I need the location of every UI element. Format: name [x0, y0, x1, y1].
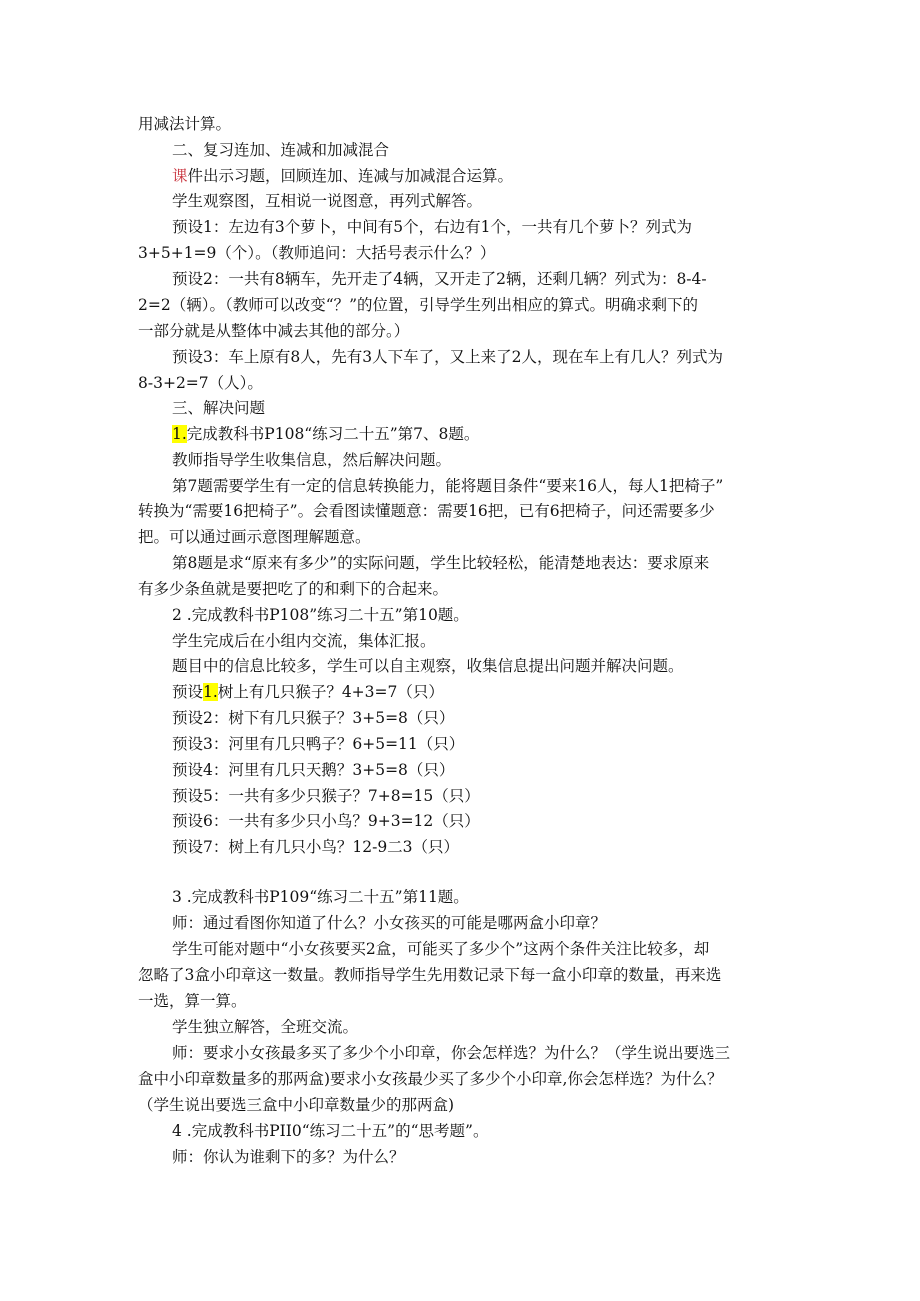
text-line [0, 320, 920, 342]
text-line [0, 707, 920, 729]
yellow-highlight: 1. [172, 425, 187, 443]
line-text: 学生观察图，互相说一说图意，再列式解答。 [172, 192, 483, 210]
line-text: 把。可以通过画示意图理解题意。 [138, 528, 371, 546]
text-line [0, 346, 920, 368]
line-text: 第8题是求“原来有多少”的实际问题，学生比较轻松，能清楚地表达：要求原来 [172, 554, 710, 572]
line-text: 盒中小印章数量多的那两盒)要求小女孩最少买了多少个小印章,你会怎样选？为什么？ [138, 1070, 723, 1088]
text-line [0, 165, 920, 187]
line-text: 预设7：树上有几只小鸟？12-9二3（只） [172, 838, 460, 856]
text-line [0, 526, 920, 548]
text-line [0, 938, 920, 960]
line-text: 3+5+1=9（个）。（教师追问：大括号表示什么？） [138, 244, 496, 262]
text-line [0, 216, 920, 238]
text-line [0, 759, 920, 781]
text-line [0, 1042, 920, 1064]
text-line [0, 1068, 920, 1090]
line-text: 预设2：树下有几只猴子？3+5=8（只） [172, 709, 455, 727]
line-text: 忽略了3盒小印章这一数量。教师指导学生先用数记录下每一盒小印章的数量，再来选 [138, 966, 722, 984]
line-text: 学生可能对题中“小女孩要买2盒，可能买了多少个”这两个条件关注比较多，却 [172, 940, 710, 958]
text-line [0, 964, 920, 986]
line-text: 学生独立解答，全班交流。 [172, 1018, 359, 1036]
line-text: 2=2（辆）。（教师可以改变“？”的位置，引导学生列出相应的算式。明确求剩下的 [138, 296, 699, 314]
text-line [0, 423, 920, 445]
line-text: 师：通过看图你知道了什么？小女孩买的可能是哪两盒小印章？ [172, 914, 607, 932]
text-line [0, 912, 920, 934]
line-text: 8-3+2=7（人）。 [138, 374, 263, 392]
text-line [0, 655, 920, 677]
text-line [0, 139, 920, 161]
text-line [0, 372, 920, 394]
text-line [0, 397, 920, 419]
line-text: 预设4：河里有几只天鹅？3+5=8（只） [172, 761, 455, 779]
line-text: 件出示习题，回顾连加、连减与加减混合运算。 [187, 167, 514, 185]
line-text: 树上有几只猴子？4+3=7（只） [217, 683, 444, 701]
text-line [0, 500, 920, 522]
line-text: 2 .完成教科书P108”练习二十五”第10题。 [172, 606, 469, 624]
text-line [0, 552, 920, 574]
line-text: 预设1：左边有3个萝卜，中间有5个，右边有1个，一共有几个萝卜？列式为 [172, 218, 692, 236]
text-line [0, 449, 920, 471]
line-text: 三、解决问题 [172, 399, 266, 417]
line-text: 第7题需要学生有一定的信息转换能力，能将题目条件“要来16人，每人1把椅子” [172, 477, 724, 495]
line-prefix: 预设 [172, 683, 204, 701]
text-line [0, 810, 920, 832]
line-text: 预设5：一共有多少只猴子？7+8=15（只） [172, 787, 480, 805]
line-text: 教师指导学生收集信息，然后解决问题。 [172, 451, 452, 469]
line-text: 4 .完成教科书PII0“练习二十五”的“思考题”。 [172, 1122, 489, 1140]
text-line [0, 836, 920, 858]
text-line [0, 990, 920, 1012]
line-text: 学生完成后在小组内交流，集体汇报。 [172, 632, 436, 650]
line-text: 预设2：一共有8辆车，先开走了4辆，又开走了2辆，还剩几辆？列式为：8-4- [172, 270, 707, 288]
line-text: 转换为“需要16把椅子”。会看图读懂题意：需要16把，已有6把椅子，问还需要多少 [138, 502, 715, 520]
text-line [0, 1016, 920, 1038]
line-text: 师：要求小女孩最多买了多少个小印章，你会怎样选？为什么？（学生说出要选三 [172, 1044, 731, 1062]
text-line [0, 578, 920, 600]
line-text: 一部分就是从整体中减去其他的部分。） [138, 322, 410, 340]
text-line [0, 242, 920, 264]
text-line [0, 1146, 920, 1168]
line-text: 有多少条鱼就是要把吃了的和剩下的合起来。 [138, 580, 449, 598]
text-line [0, 113, 920, 135]
text-line [0, 604, 920, 626]
line-text: 用减法计算。 [138, 115, 232, 133]
line-text: 预设3：车上原有8人，先有3人下车了，又上来了2人，现在车上有几人？列式为 [172, 348, 723, 366]
red-highlight: 课 [172, 167, 188, 185]
text-line [0, 785, 920, 807]
text-line [0, 630, 920, 652]
line-text: （学生说出要选三盒中小印章数量少的那两盒) [138, 1096, 455, 1114]
text-line [0, 1120, 920, 1142]
text-line [0, 475, 920, 497]
line-text: 3 .完成教科书P109“练习二十五”第11题。 [172, 888, 469, 906]
line-text: 题目中的信息比较多，学生可以自主观察，收集信息提出问题并解决问题。 [172, 657, 684, 675]
line-text: 师：你认为谁剩下的多？为什么？ [172, 1148, 405, 1166]
text-line [0, 681, 920, 703]
line-text: 预设6：一共有多少只小鸟？9+3=12（只） [172, 812, 480, 830]
line-text: 一选，算一算。 [138, 992, 247, 1010]
text-line [0, 268, 920, 290]
text-line [0, 294, 920, 316]
text-line [0, 886, 920, 908]
text-line [0, 1094, 920, 1116]
line-text: 预设3：河里有几只鸭子？6+5=11（只） [172, 735, 465, 753]
line-text: 二、复习连加、连减和加减混合 [172, 141, 390, 159]
text-line [0, 733, 920, 755]
yellow-highlight: 1. [203, 683, 218, 701]
line-text: 完成教科书P108“练习二十五”第7、8题。 [186, 425, 480, 443]
text-line [0, 190, 920, 212]
